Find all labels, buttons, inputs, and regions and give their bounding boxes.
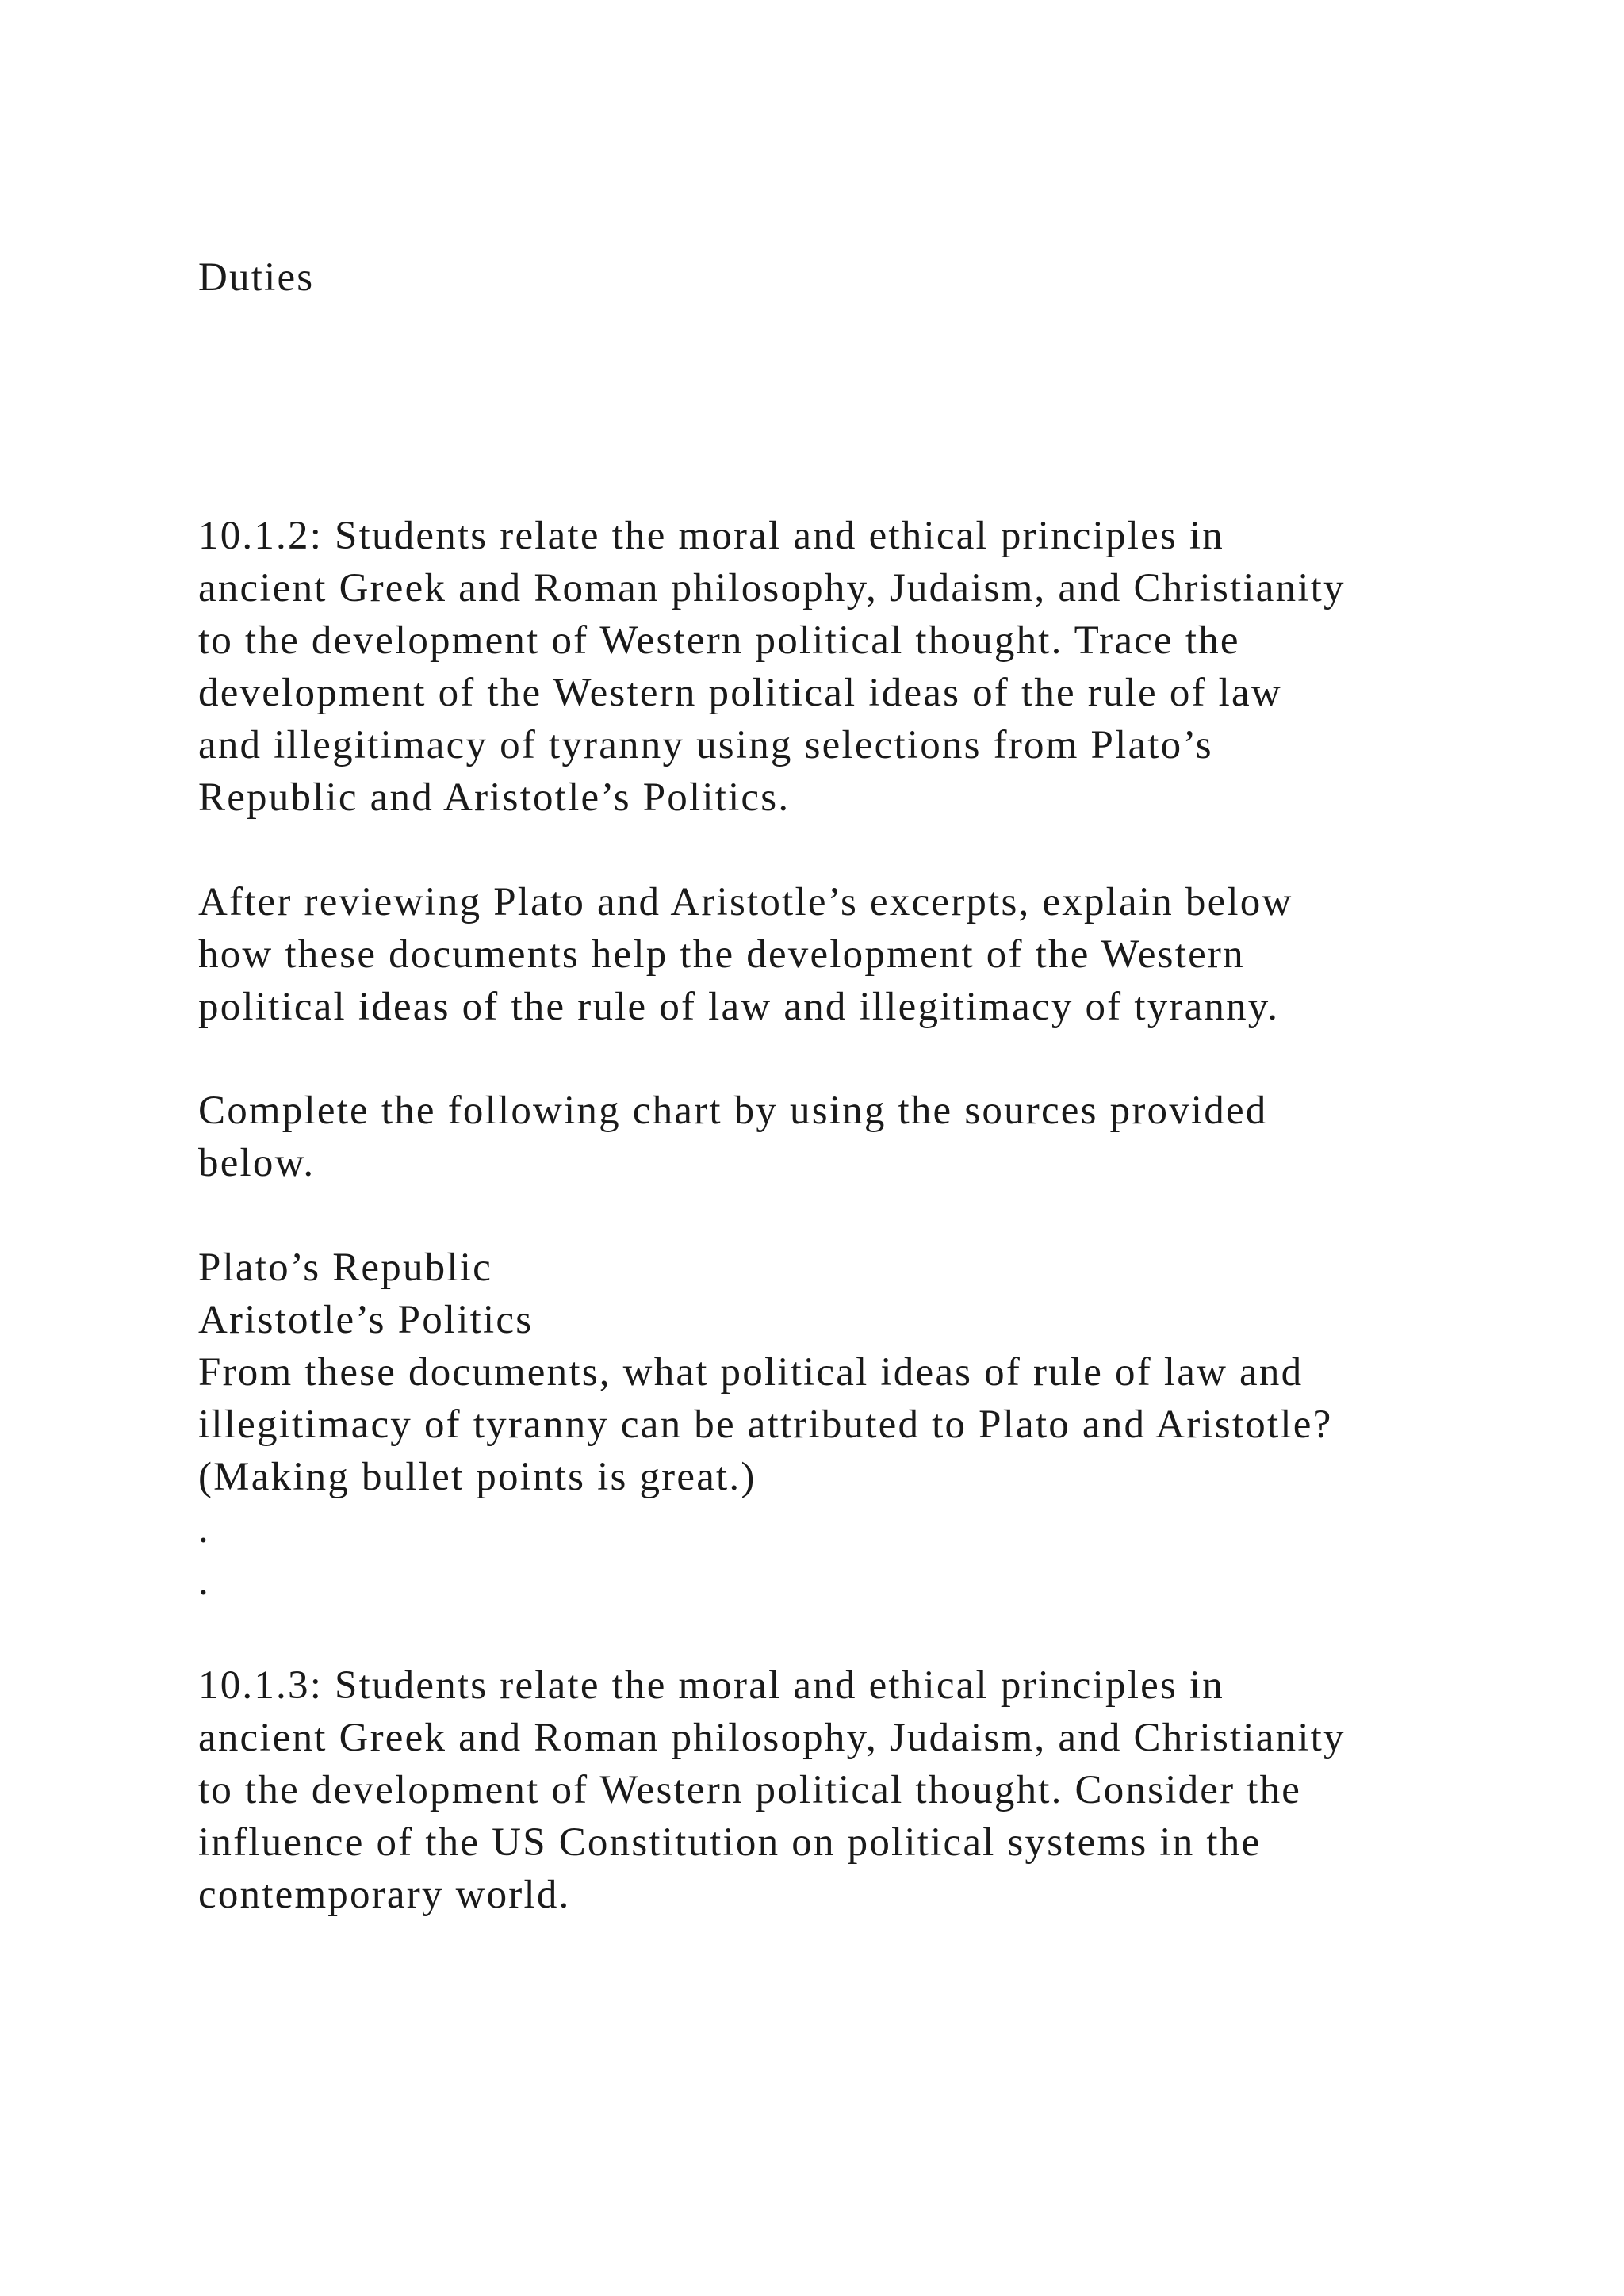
standard-10-1-3-line: ancient Greek and Roman philosophy, Judaism, and Christianity <box>198 1716 1346 1760</box>
aristotle-politics-label: Aristotle’s Politics <box>198 1298 534 1342</box>
standard-10-1-2-line: development of the Western political ideas of the rule of law <box>198 671 1282 715</box>
bullet-point: . <box>198 1507 210 1552</box>
chart-instructions-line: below. <box>198 1141 316 1185</box>
review-instructions-line: After reviewing Plato and Aristotle’s excerpts, explain below <box>198 880 1293 924</box>
standard-10-1-2-line: 10.1.2: Students relate the moral and ethical principles in <box>198 514 1224 558</box>
review-instructions-line: political ideas of the rule of law and illegitimacy of tyranny. <box>198 985 1280 1029</box>
plato-republic-label: Plato’s Republic <box>198 1246 492 1290</box>
standard-10-1-3-line: to the development of Western political thought. Consider the <box>198 1768 1302 1812</box>
chart-question-line: (Making bullet points is great.) <box>198 1455 756 1499</box>
standard-10-1-3-line: contemporary world. <box>198 1873 571 1917</box>
bullet-point: . <box>198 1559 210 1604</box>
chart-instructions-line: Complete the following chart by using the sources provided <box>198 1089 1268 1133</box>
standard-10-1-2-line: to the development of Western political thought. Trace the <box>198 618 1240 663</box>
standard-10-1-2-line: Republic and Aristotle’s Politics. <box>198 775 791 820</box>
standard-10-1-2-line: ancient Greek and Roman philosophy, Judaism, and Christianity <box>198 566 1346 610</box>
chart-question-line: From these documents, what political ideas of rule of law and <box>198 1350 1304 1395</box>
standard-10-1-2-line: and illegitimacy of tyranny using selections from Plato’s <box>198 723 1213 767</box>
document-title: Duties <box>198 255 315 300</box>
chart-question-line: illegitimacy of tyranny can be attributed to Plato and Aristotle? <box>198 1402 1333 1447</box>
standard-10-1-3-line: 10.1.3: Students relate the moral and ethical principles in <box>198 1663 1224 1708</box>
review-instructions-line: how these documents help the development of the Western <box>198 932 1245 977</box>
standard-10-1-3-line: influence of the US Constitution on political systems in the <box>198 1820 1262 1865</box>
